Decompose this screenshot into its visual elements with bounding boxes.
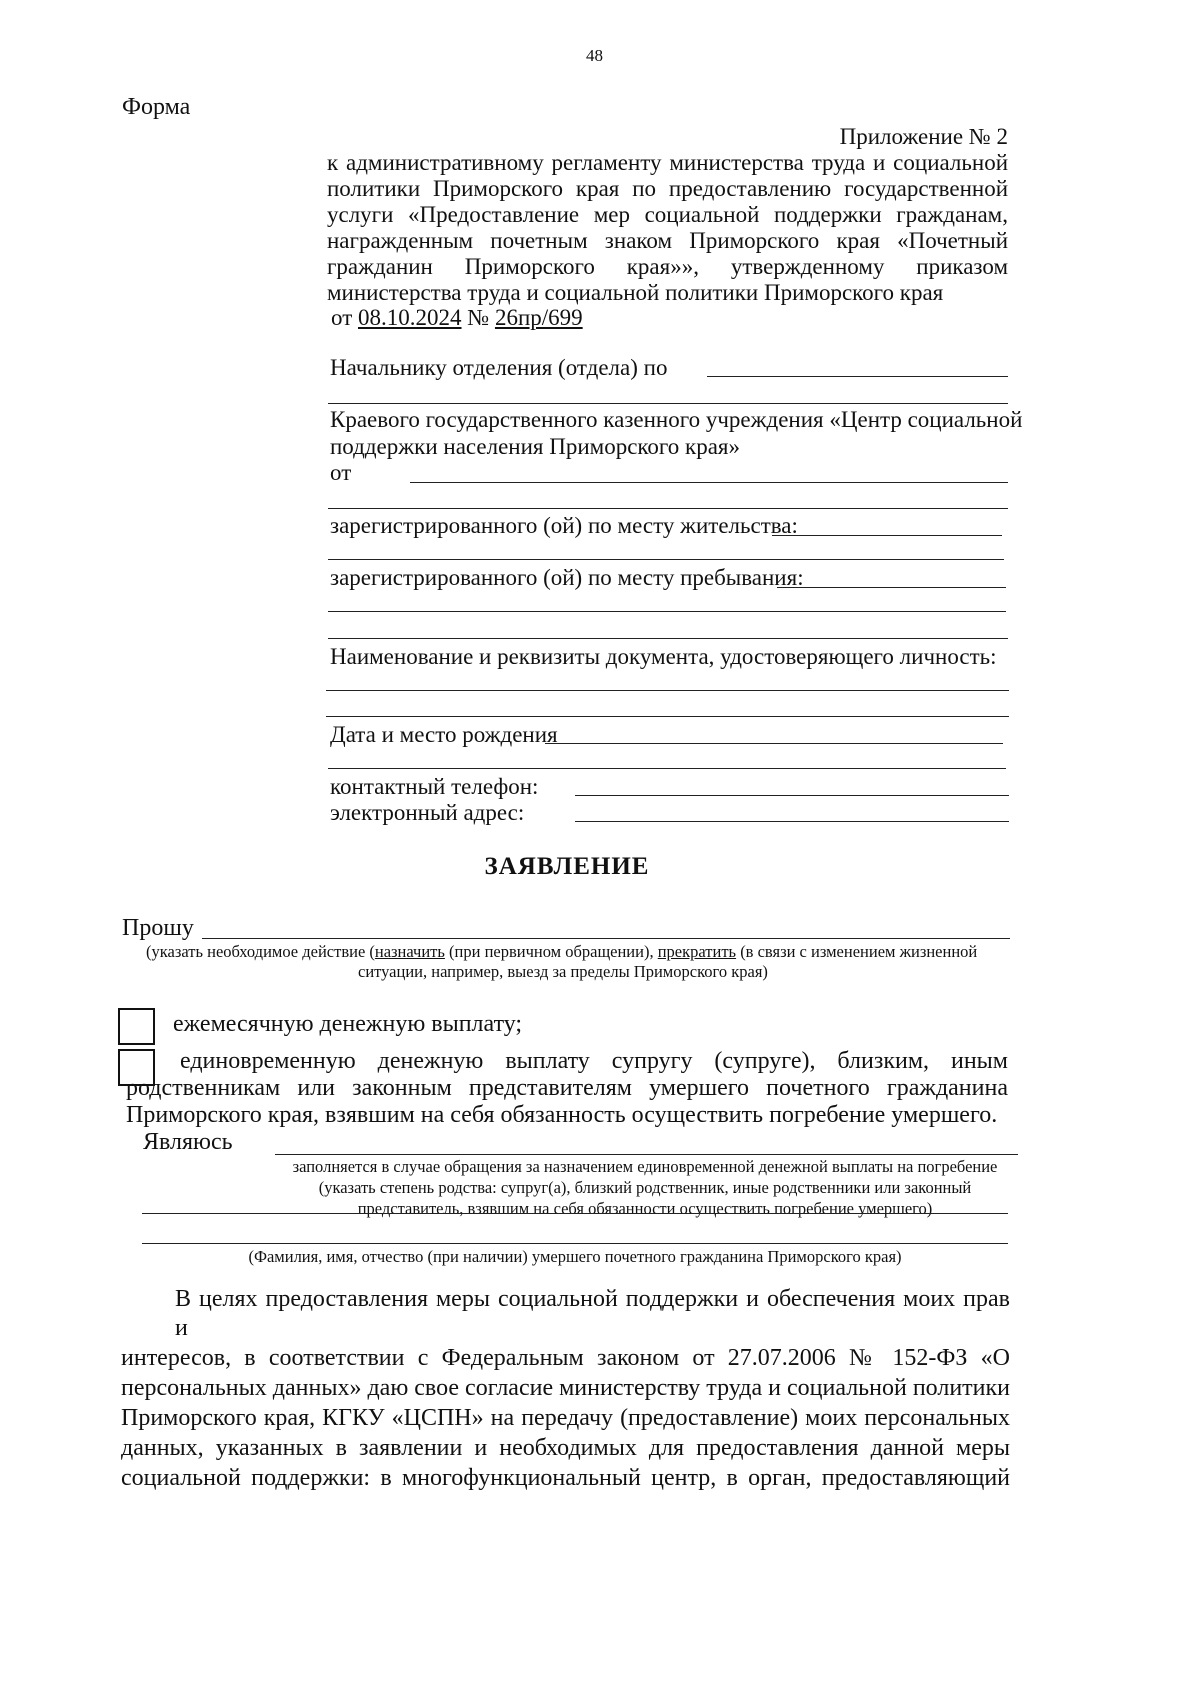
from-label: от [330, 460, 352, 485]
lump-sum-payment-text [126, 1047, 1008, 1130]
order-date: 08.10.2024 [358, 305, 462, 330]
hint-terminate: прекратить [657, 942, 737, 961]
monthly-payment-label: ежемесячную денежную выплату; [173, 1011, 523, 1037]
lump-sum-line1: единовременную денежную выплату супругу (супруге), близким, иным [180, 1048, 1008, 1074]
id-doc-field-line[interactable] [326, 690, 1009, 691]
order-number: 26пр/699 [494, 305, 583, 330]
phone-field-line[interactable] [575, 795, 1009, 796]
head-label: Начальнику отделения (отдела) по [330, 355, 668, 380]
head-field-line[interactable] [707, 376, 1008, 377]
residence-field-line[interactable] [772, 535, 1002, 536]
id-doc-field-line-2[interactable] [326, 716, 1009, 717]
appendix-text [327, 148, 1008, 307]
hint-prefix: (указать необходимое действие ( [146, 942, 375, 961]
order-number-prefix: № [467, 305, 490, 330]
appendix-line: гражданин Приморского края»», утвержденному приказом [327, 254, 1008, 279]
department-field-line[interactable] [328, 403, 1008, 404]
relation-hint-line3: представитель, взявшим на себя обязанности осуществить погребение умершего) [357, 1199, 933, 1218]
birth-label: Дата и место рождения [330, 722, 558, 747]
request-hint [146, 941, 977, 962]
stay-label: зарегистрированного (ой) по месту пребывания: [330, 565, 804, 590]
email-label: электронный адрес: [330, 800, 525, 825]
deceased-name-line[interactable] [142, 1243, 1008, 1244]
consent-line: социальной поддержки: в многофункциональный центр, в орган, предоставляющий [121, 1465, 1010, 1491]
relation-field-line-2[interactable] [142, 1213, 1008, 1214]
order-date-prefix: от [331, 305, 353, 330]
appendix-title: Приложение № 2 [839, 124, 1008, 149]
institution-line2: поддержки населения Приморского края» [330, 434, 740, 459]
residence-field-line-2[interactable] [328, 559, 1004, 560]
appendix-line: политики Приморского края по предоставлению государственной [327, 176, 1008, 201]
phone-label: контактный телефон: [330, 774, 539, 799]
appendix-line: к административному регламенту министерства труда и социальной [327, 150, 1008, 175]
applicant-name-line[interactable] [410, 482, 1008, 483]
consent-line: данных, указанных в заявлении и необходимых для предоставления данной меры [121, 1435, 1010, 1461]
birth-field-line-2[interactable] [328, 768, 1006, 769]
hint-assign: назначить [374, 942, 445, 961]
email-field-line[interactable] [575, 821, 1009, 822]
stay-field-line[interactable] [777, 587, 1006, 588]
consent-paragraph [121, 1285, 1010, 1493]
statement-title: ЗАЯВЛЕНИЕ [484, 853, 650, 880]
hint-suffix: (в связи с изменением жизненной [736, 942, 978, 961]
am-label: Являюсь [143, 1129, 233, 1155]
monthly-payment-checkbox[interactable] [118, 1008, 155, 1045]
relation-hint [270, 1156, 1020, 1219]
id-doc-label: Наименование и реквизиты документа, удостоверяющего личность: [330, 644, 997, 669]
institution-line1: Краевого государственного казенного учреждения «Центр социальной [330, 407, 1023, 432]
residence-label: зарегистрированного (ой) по месту жительства: [330, 513, 798, 538]
consent-line: Приморского края, КГКУ «ЦСПН» на передачу (предоставление) моих персональных [121, 1405, 1010, 1431]
appendix-line: награжденным почетным знаком Приморского края «Почетный [327, 228, 1008, 253]
relation-hint-line1: заполняется в случае обращения за назначением единовременной денежной выплаты на погребение [292, 1157, 998, 1176]
appendix-order [331, 303, 583, 332]
request-label: Прошу [122, 915, 194, 941]
stay-field-line-2[interactable] [328, 611, 1006, 612]
page-number: 48 [586, 46, 603, 65]
consent-line: персональных данных» даю свое согласие министерству труда и социальной политики [121, 1375, 1010, 1401]
lump-sum-line3: Приморского края, взявшим на себя обязанность осуществить погребение умершего. [126, 1102, 998, 1128]
consent-line: В целях предоставления меры социальной поддержки и обеспечения моих прав и [175, 1286, 1010, 1341]
request-hint-line2: ситуации, например, выезд за пределы Приморского края) [358, 962, 768, 981]
form-label: Форма [122, 94, 191, 120]
relation-hint-line2: (указать степень родства: супруг(а), близкий родственник, иные родственники или законный [318, 1178, 972, 1197]
applicant-name-line-2[interactable] [328, 508, 1008, 509]
lump-sum-line2: родственникам или законным представителям умершего почетного гражданина [126, 1075, 1008, 1101]
stay-field-line-3[interactable] [328, 638, 1008, 639]
birth-field-line[interactable] [545, 743, 1003, 744]
deceased-hint: (Фамилия, имя, отчество (при наличии) умершего почетного гражданина Приморского края) [248, 1247, 902, 1266]
hint-mid: (при первичном обращении), [444, 942, 658, 961]
appendix-line: министерства труда и социальной политики Приморского края [327, 280, 944, 305]
request-field-line[interactable] [202, 938, 1010, 939]
relation-field-line[interactable] [275, 1154, 1018, 1155]
appendix-line: услуги «Предоставление мер социальной поддержки гражданам, [327, 202, 1008, 227]
consent-line: интересов, в соответствии с Федеральным законом от 27.07.2006 № 152-ФЗ «О [121, 1345, 1010, 1371]
